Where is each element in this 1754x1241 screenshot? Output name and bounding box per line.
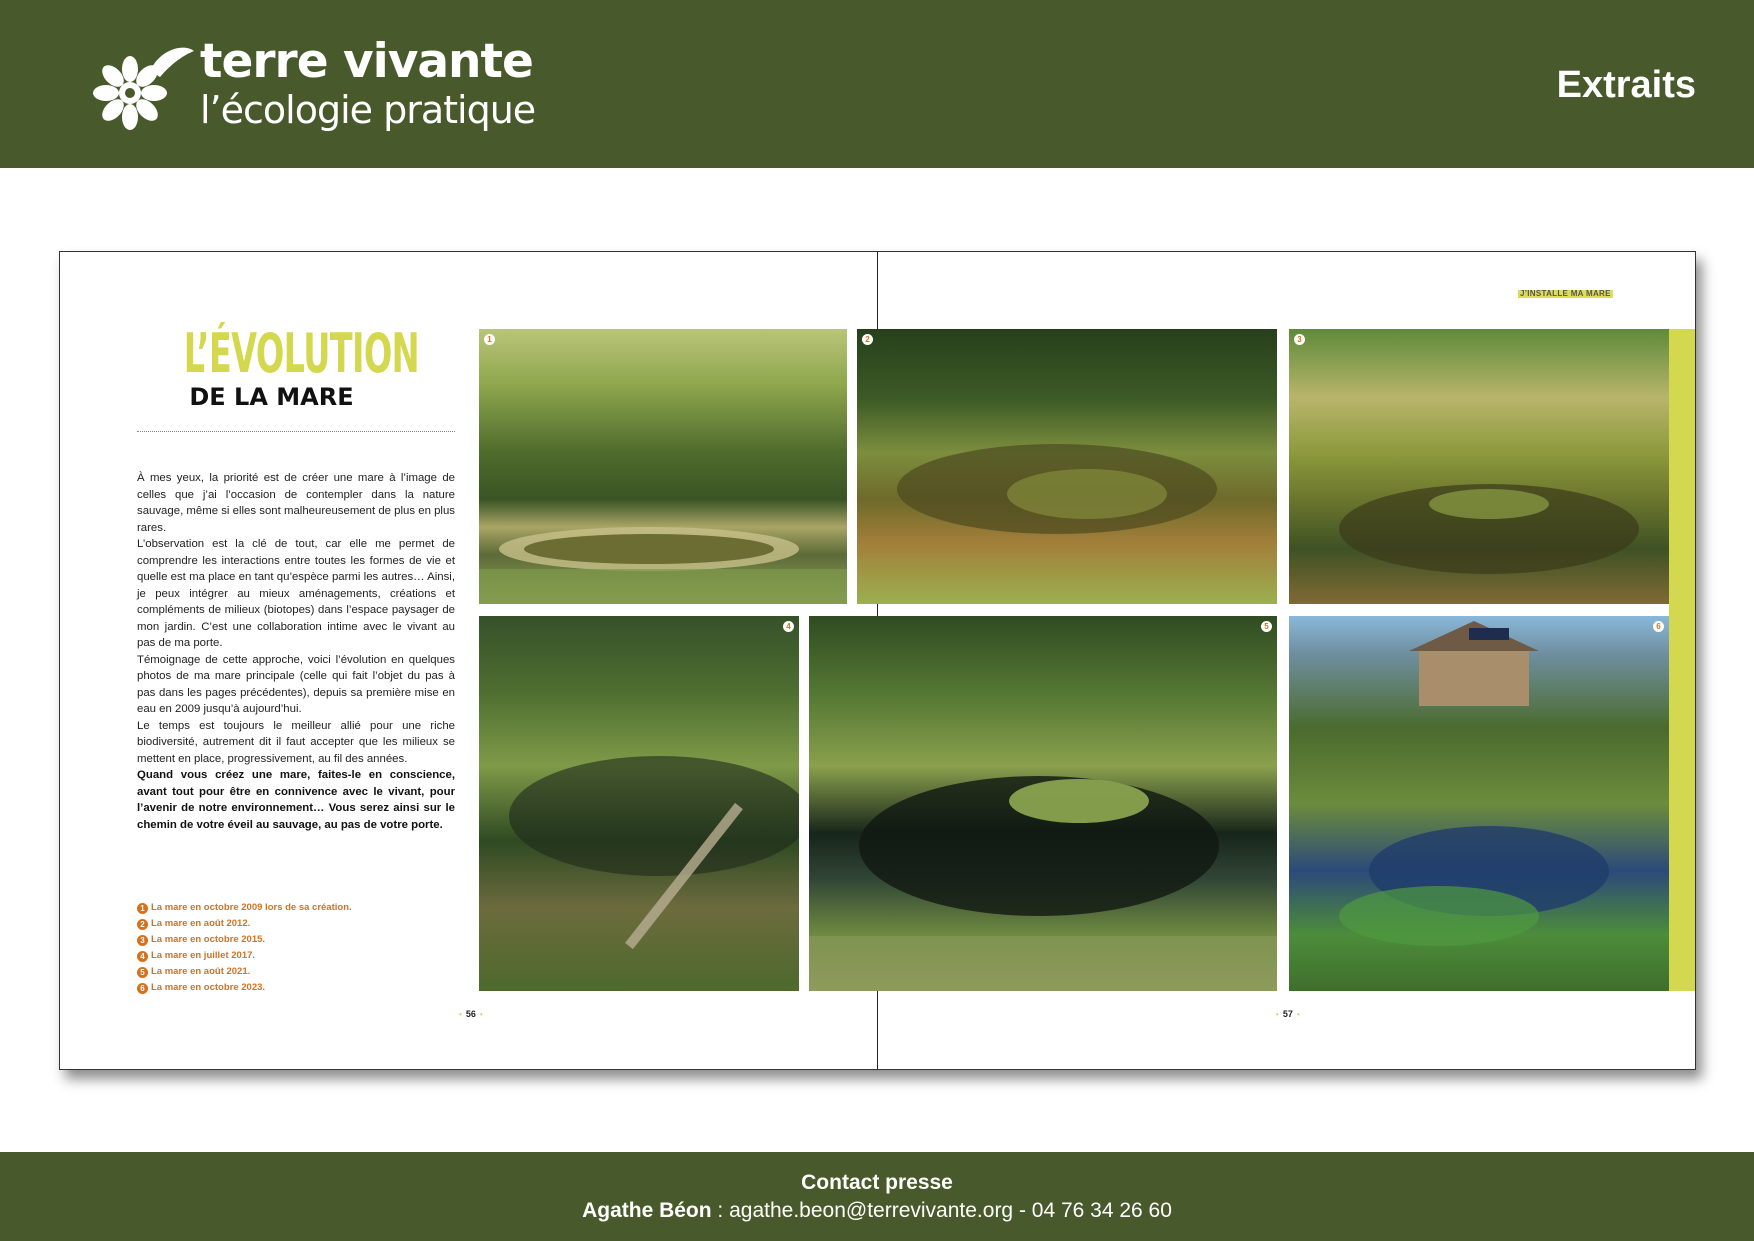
paragraph: Le temps est toujours le meilleur allié pour une riche biodiversité, autrement dit il faut accepter que les milieux se mettent en place, progressivement, au fil des années.	[137, 719, 455, 765]
pond-photo-image	[479, 616, 799, 991]
pond-photo-image	[1289, 329, 1669, 604]
pond-photo-2017	[479, 616, 799, 991]
caption-text: La mare en août 2012.	[151, 918, 251, 929]
pond-photo-image	[809, 616, 1277, 991]
contact-line	[0, 1199, 1754, 1223]
caption-item	[137, 900, 457, 916]
title-divider	[137, 431, 455, 432]
contact-separator: :	[711, 1199, 730, 1222]
logo-wordmark: terre vivante	[200, 34, 533, 89]
page-number-right	[1272, 1009, 1304, 1019]
photo-number: 6	[1653, 621, 1664, 632]
caption-number: 2	[137, 919, 148, 930]
caption-item	[137, 916, 457, 932]
pond-photo-image	[479, 329, 847, 604]
book-spread	[59, 251, 1696, 1070]
caption-number: 1	[137, 903, 148, 914]
caption-item	[137, 948, 457, 964]
contact-title: Contact presse	[801, 1171, 953, 1194]
logo-tagline: l’écologie pratique	[200, 88, 536, 132]
caption-number: 6	[137, 983, 148, 994]
page-dot: •	[479, 1010, 483, 1019]
photo-number: 2	[862, 334, 873, 345]
chapter-subtitle: DE LA MARE	[189, 383, 354, 411]
bold-paragraph: Quand vous créez une mare, faites-le en conscience, avant tout pour être en connivence avec le vivant, pour l’avenir de notre environnement… Vous serez ainsi sur le chemin de votre éveil au sauvage, au pas de votre porte.	[137, 769, 455, 831]
caption-number: 4	[137, 951, 148, 962]
running-head: J’INSTALLE MA MARE	[1520, 289, 1611, 298]
caption-number: 5	[137, 967, 148, 978]
paragraph: L’observation est la clé de tout, car elle me permet de comprendre les interactions entre toutes les formes de vie et quelle est ma place en tant qu’espèce parmi les autres… Ainsi, je peux intégrer au mieux aménagements, créations et compléments de milieux (biotopes) dans l’espace paysager de mon jardin. C’est une collaboration intime avec le vivant au pas de ma porte.	[137, 538, 455, 649]
flower-logo-icon	[88, 43, 198, 133]
chapter-title: L’ÉVOLUTION	[183, 322, 420, 385]
photo-number: 4	[783, 621, 794, 632]
contact-name: Agathe Béon	[582, 1199, 712, 1222]
paragraph: À mes yeux, la priorité est de créer une mare à l’image de celles que j’ai l’occasion de contempler dans la nature sauvage, même si elles sont malheureusement de plus en plus rares.	[137, 472, 455, 534]
caption-text: La mare en octobre 2009 lors de sa création.	[151, 902, 352, 913]
header-label: Extraits	[1556, 64, 1696, 106]
paragraph: Témoignage de cette approche, voici l’évolution en quelques photos de ma mare principale (celle qui fait l’objet du pas à pas dans les pages précédentes), depuis sa première mise en eau en 2009 jusqu’à aujourd’hui.	[137, 653, 455, 715]
terre-vivante-logo	[88, 34, 538, 138]
page-number-left	[455, 1009, 487, 1019]
page-dot: •	[459, 1010, 462, 1019]
body-text	[137, 470, 455, 833]
caption-text: La mare en octobre 2023.	[151, 982, 266, 993]
pond-photo-2015	[1289, 329, 1669, 604]
page-number-value: 57	[1282, 1009, 1293, 1019]
caption-item	[137, 964, 457, 980]
page-dot: •	[1296, 1010, 1300, 1019]
caption-item	[137, 932, 457, 948]
caption-text: La mare en juillet 2017.	[151, 950, 256, 961]
footer-banner	[0, 1152, 1754, 1241]
photo-number: 3	[1294, 334, 1305, 345]
contact-details[interactable]: agathe.beon@terrevivante.org - 04 76 34 26 60	[729, 1199, 1172, 1222]
pond-photo-2023	[1289, 616, 1669, 991]
accent-bar	[1669, 329, 1695, 991]
pond-photo-2021	[809, 616, 1277, 991]
caption-number: 3	[137, 935, 148, 946]
pond-photo-2012	[857, 329, 1277, 604]
caption-item	[137, 980, 457, 996]
caption-text: La mare en octobre 2015.	[151, 934, 266, 945]
photo-captions	[137, 900, 457, 996]
pond-photo-image	[1289, 616, 1669, 991]
caption-text: La mare en août 2021.	[151, 966, 251, 977]
page-number-value: 56	[465, 1009, 476, 1019]
page-dot: •	[1276, 1010, 1279, 1019]
header-banner	[0, 0, 1754, 168]
pond-photo-2009	[479, 329, 847, 604]
photo-number: 5	[1261, 621, 1272, 632]
pond-photo-image	[857, 329, 1277, 604]
photo-number: 1	[484, 334, 495, 345]
